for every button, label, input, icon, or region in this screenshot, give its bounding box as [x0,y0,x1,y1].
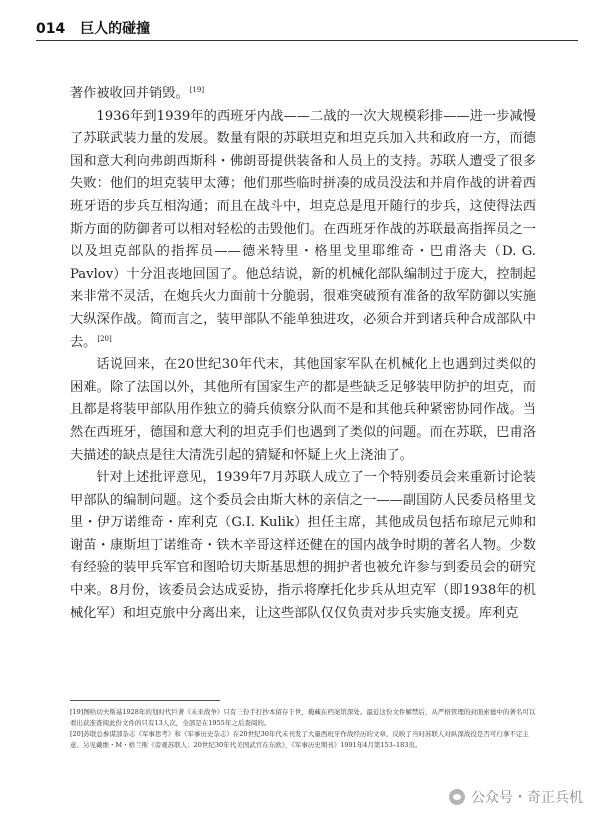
page-number: 014 [36,21,66,37]
page-header [36,18,576,38]
watermark [449,787,583,807]
footnote-rule [70,700,220,701]
body-text [70,83,536,625]
paragraph [70,354,536,467]
chapter-title: 巨人的碰撞 [80,21,151,37]
paragraph [70,467,536,625]
paragraph-text: 著作被收回并销毁。 [70,86,189,101]
footnote-ref[interactable]: [19] [189,86,205,94]
paragraph [70,106,536,355]
watermark-text: 公众号・奇正兵机 [471,790,583,806]
paragraph [70,83,536,106]
footnotes [70,707,536,751]
paragraph-text: 针对上述批评意见，1939年7月苏联人成立了一个特别委员会来重新讨论装甲部队的编制问题。这个委员会由斯大林的亲信之一——副国防人民委员格里戈里・伊万诺维奇・库利克（G.I. Kulik）担任主席，其他成员包括布琼尼元帅和谢苗・康斯坦丁诺维奇・铁木辛哥这样还健在的国内战争时期的著名人物。少数有经验的装甲兵军官和图哈切夫斯基思想的拥护者也被允许参与到委员会的研究中来。8月份，该委员会达成妥协，指示将摩托化步兵从坦克军（即1938年的机械化军）和坦克旅中分离出来，让这些部队仅仅负责对步兵实施支援。库利克 [70,470,536,621]
footnote-ref[interactable]: [20] [97,334,112,343]
footnote: [19]图哈切夫斯基1928年的划时代巨著《未来战争》只有三份手打抄本留存于世，掩藏在档案馆深处。最近这份文件解禁后，从严格管理的封面索德中的著名可以看出获准查阅此份文件的只有13人次，全部是在1955年之后查阅的。 [70,708,536,727]
header-rule [36,40,578,41]
footnote: [20]苏联总参谋部杂志《军事思考》和《军事历史杂志》在20世纪30年代末刊发了大量西班牙作战经历的文章，反映了当时苏联人对纵深战役是否可行拿不定主意。另见戴维・M・格兰斯《旁观苏联人：20世纪30年代美国武官在东欧》，《军事历史期刊》1991年4月第153–183页。 [70,730,529,749]
wechat-logo-icon [449,789,465,805]
paragraph-text: 1936年到1939年的西班牙内战——二战的一次大规模彩排——进一步减慢了苏联武装力量的发展。数量有限的苏联坦克和坦克兵加入共和政府一方，而德国和意大利向弗朗西斯科・佛朗哥提供装备和人员上的支持。苏联人遭受了很多失败：他们的坦克装甲太薄；他们那些临时拼凑的成员没法和并肩作战的讲着西班牙语的步兵互相沟通；而且在战斗中，坦克总是甩开随行的步兵，这使得法西斯方面的防御者可以相对轻松的击毁他们。在西班牙作战的苏联最高指挥员之一以及坦克部队的指挥员——德米特里・格里戈里耶维奇・巴甫洛夫（D. G. Pavlov）十分沮丧地回国了。他总结说，新的机械化部队编制过于庞大，控制起来非常不灵活，在炮兵火力面前十分脆弱，很难突破预有准备的敌军防御以实施大纵深作战。简而言之，装甲部队不能单独进攻，必须合并到诸兵种合成部队中去。 [70,108,536,350]
paragraph-text: 话说回来，在20世纪30年代末，其他国家军队在机械化上也遇到过类似的困难。除了法国以外，其他所有国家生产的都是些缺乏足够装甲防护的坦克，而且都是将装甲部队用作独立的骑兵侦察分队而不是和其他兵种紧密协同作战。当然在西班牙，德国和意大利的坦克手们也遇到了类似的问题。而在苏联，巴甫洛夫描述的缺点是往大清洗引起的猜疑和怀疑上火上浇油了。 [70,357,536,463]
